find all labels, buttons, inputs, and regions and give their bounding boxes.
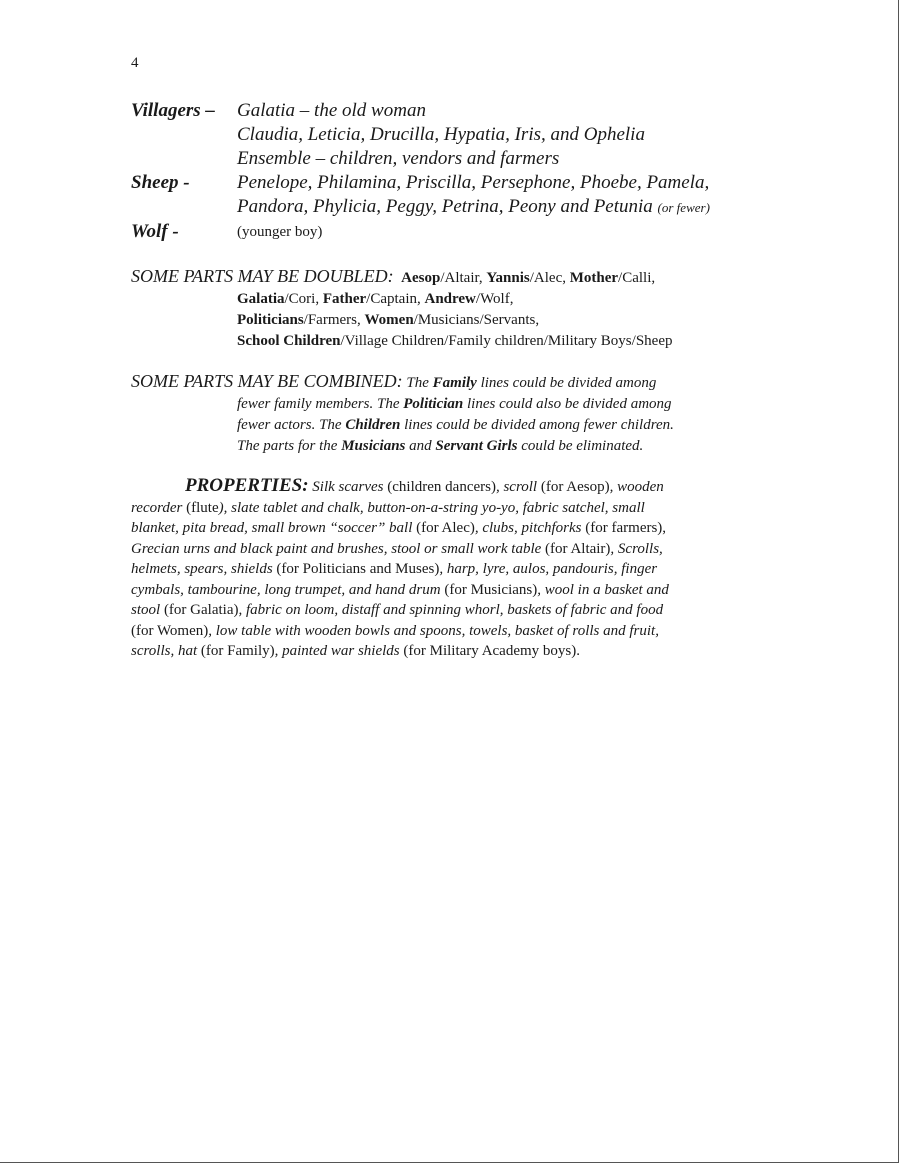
cast-note: (or fewer) (657, 200, 710, 215)
properties-line-8 (131, 621, 771, 642)
cast-line-text: Pandora, Phylicia, Peggy, Petrina, Peony and Petunia (237, 196, 658, 217)
doubled-line-2 (131, 289, 781, 310)
cast-line: Ensemble – children, vendors and farmers (237, 148, 560, 169)
combined-text: lines could be divided among (476, 375, 657, 391)
role-alt: /Village Children/Family children/Military Boys/Sheep (340, 333, 673, 349)
properties-line-3 (131, 518, 771, 539)
combined-heading: SOME PARTS MAY BE COMBINED: (131, 371, 403, 391)
prop-owner: (for Alec) (412, 520, 475, 536)
combined-emphasis: Children (345, 417, 401, 433)
prop-owner: (flute (182, 499, 219, 516)
doubled-parts-section (131, 266, 781, 352)
properties-line-1 (131, 476, 771, 498)
cast-label-wolf: Wolf - (131, 221, 179, 242)
role-alt: /Cori, (284, 291, 323, 307)
combined-emphasis: Servant Girls (435, 438, 518, 454)
cast-lines-sheep (237, 171, 811, 220)
combined-emphasis: Musicians (341, 438, 406, 454)
cast-lines-villagers (237, 99, 811, 171)
cast-label-villagers: Villagers – (131, 100, 215, 121)
role-name: Politicians (237, 312, 304, 328)
cast-label-sheep: Sheep - (131, 172, 190, 193)
page-number: 4 (131, 55, 139, 71)
prop-item: , painted war shields (274, 643, 400, 659)
prop-item: , wooden (609, 479, 664, 495)
prop-item: stool (131, 602, 161, 618)
prop-item: , clubs, pitchforks (474, 520, 582, 536)
properties-line-9 (131, 641, 771, 662)
properties-line-4 (131, 539, 771, 560)
prop-item: , wool in a basket and (537, 581, 669, 598)
prop-owner: (for Women) (131, 622, 209, 639)
prop-item: , scroll (495, 479, 538, 495)
doubled-heading: SOME PARTS MAY BE DOUBLED: (131, 266, 394, 286)
prop-item: Silk scarves (308, 479, 384, 495)
prop-item: , Scrolls, (610, 540, 663, 557)
combined-text: lines could be divided among fewer children. (400, 417, 674, 433)
role-name: Mother (569, 270, 619, 286)
role-name: Father (322, 291, 367, 307)
combined-parts-section (131, 371, 781, 457)
role-name: Galatia (237, 291, 285, 307)
cast-line: Claudia, Leticia, Drucilla, Hypatia, Iris, and Ophelia (237, 124, 645, 145)
prop-owner: (for Family) (197, 643, 275, 659)
prop-item: blanket, pita bread, small brown “soccer” ball (131, 520, 413, 536)
doubled-line-3 (131, 310, 781, 331)
properties-line-1-content (309, 479, 664, 495)
role-alt: /Musicians/Servants, (413, 312, 540, 328)
prop-owner: (children dancers) (383, 479, 496, 495)
prop-owner: (for Galatia) (160, 602, 239, 618)
prop-owner: (for Politicians and Muses) (272, 561, 440, 577)
combined-line-4 (131, 436, 781, 457)
prop-item: , fabric on loom, distaff and spinning whorl, baskets of fabric and food (238, 602, 664, 618)
properties-line-6 (131, 580, 771, 601)
role-name: Aesop (401, 270, 441, 286)
prop-item: cymbals, tambourine, long trumpet, and hand drum (131, 581, 441, 598)
properties-heading: PROPERTIES: (185, 475, 309, 496)
cast-line: Galatia – the old woman (237, 100, 426, 121)
cast-list (131, 99, 811, 244)
doubled-line-1-content (401, 270, 655, 286)
role-name: Andrew (424, 291, 476, 307)
cast-lines-wolf (237, 220, 811, 244)
role-alt: /Farmers, (303, 312, 365, 328)
combined-text: could be eliminated. (517, 438, 644, 454)
combined-line-1 (131, 371, 781, 394)
doubled-line-4 (131, 331, 781, 352)
prop-owner: (for Military Academy boys). (399, 643, 580, 659)
prop-item: recorder (131, 499, 183, 516)
prop-item: helmets, spears, shields (131, 561, 273, 577)
doubled-line-1 (131, 266, 781, 289)
role-alt: /Alec, (529, 270, 570, 286)
role-name: Women (364, 312, 414, 328)
prop-item: scrolls, hat (131, 643, 198, 659)
cast-group-villagers (131, 99, 811, 171)
cast-line (237, 195, 811, 220)
combined-line-3 (131, 415, 781, 436)
role-name: Yannis (486, 270, 530, 286)
combined-text: fewer family members. The (237, 396, 404, 412)
properties-line-2 (131, 498, 771, 519)
combined-emphasis: Politician (403, 396, 464, 412)
combined-text: The parts for the (237, 438, 342, 454)
cast-line: Penelope, Philamina, Priscilla, Persephone, Phoebe, Pamela, (237, 172, 710, 193)
role-alt: /Calli, (618, 270, 656, 286)
properties-section (131, 476, 771, 662)
prop-item: ), slate tablet and chalk, button-on-a-string yo-yo, fabric satchel, small (218, 499, 645, 516)
prop-owner: (for Aesop) (537, 479, 610, 495)
role-alt: /Captain, (366, 291, 425, 307)
cast-group-sheep (131, 171, 811, 220)
combined-text: fewer actors. The (237, 417, 346, 433)
prop-owner: (for farmers), (581, 520, 667, 536)
role-alt: /Wolf, (475, 291, 514, 307)
prop-item: , harp, lyre, aulos, pandouris, finger (439, 561, 658, 577)
combined-line-2 (131, 394, 781, 415)
combined-text: and (405, 438, 436, 454)
properties-line-7 (131, 600, 771, 621)
prop-item: Grecian urns and black paint and brushes, stool or small work table (131, 540, 542, 557)
cast-group-wolf (131, 220, 811, 244)
cast-line: (younger boy) (237, 224, 323, 240)
combined-text: The (402, 375, 433, 391)
prop-owner: (for Altair) (541, 540, 611, 557)
prop-item: , low table with wooden bowls and spoons, towels, basket of rolls and fruit, (208, 622, 659, 639)
role-alt: /Altair, (440, 270, 487, 286)
combined-text: lines could also be divided among (463, 396, 672, 412)
role-name: School Children (237, 333, 341, 349)
combined-emphasis: Family (432, 375, 477, 391)
prop-owner: (for Musicians) (440, 581, 538, 598)
properties-line-5 (131, 559, 771, 580)
